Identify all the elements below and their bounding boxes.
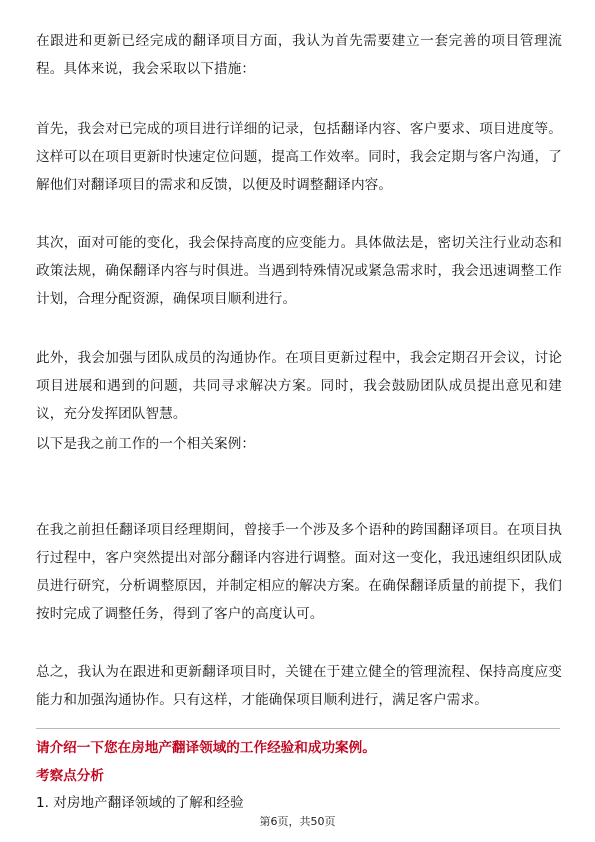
paragraph-second: 其次，面对可能的变化，我会保持高度的应变能力。具体做法是，密切关注行业动态和政策法规，确保翻译内容与时俱进。当遇到特殊情况或紧急需求时，我会迅速调整工作计划，合理分配资源，确保项目顺利进行。: [36, 235, 562, 307]
list-item: 1. 对房地产翻译领域的了解和经验: [36, 795, 244, 811]
section-divider: [36, 728, 560, 729]
paragraph-first: 首先，我会对已完成的项目进行详细的记录，包括翻译内容、客户要求、项目进度等。这样可以在项目更新时快速定位问题，提高工作效率。同时，我会定期与客户沟通，了解他们对翻译项目的需求和反馈，以便及时调整翻译内容。: [36, 121, 562, 193]
paragraph-conclusion: 总之，我认为在跟进和更新翻译项目时，关键在于建立健全的管理流程、保持高度应变能力和加强沟通协作。只有这样，才能确保项目顺利进行，满足客户需求。: [36, 664, 562, 708]
paragraph-case: 在我之前担任翻译项目经理期间，曾接手一个涉及多个语种的跨国翻译项目。在项目执行过程中，客户突然提出对部分翻译内容进行调整。面对这一变化，我迅速组织团队成员进行研究，分析调整原因，并制定相应的解决方案。在确保翻译质量的前提下，我们按时完成了调整任务，得到了客户的高度认可。: [36, 522, 562, 622]
section-heading: 考察点分析: [36, 768, 104, 784]
paragraph-case-intro: 以下是我之前工作的一个相关案例：: [36, 436, 256, 452]
paragraph-intro: 在跟进和更新已经完成的翻译项目方面，我认为首先需要建立一套完善的项目管理流程。具体来说，我会采取以下措施：: [36, 33, 562, 77]
page-footer: 第6页，共50页: [259, 815, 336, 828]
paragraph-third: 此外，我会加强与团队成员的沟通协作。在项目更新过程中，我会定期召开会议，讨论项目进展和遇到的问题，共同寻求解决方案。同时，我会鼓励团队成员提出意见和建议，充分发挥团队智慧。: [36, 350, 562, 422]
interview-question: 请介绍一下您在房地产翻译领域的工作经验和成功案例。: [36, 740, 376, 756]
